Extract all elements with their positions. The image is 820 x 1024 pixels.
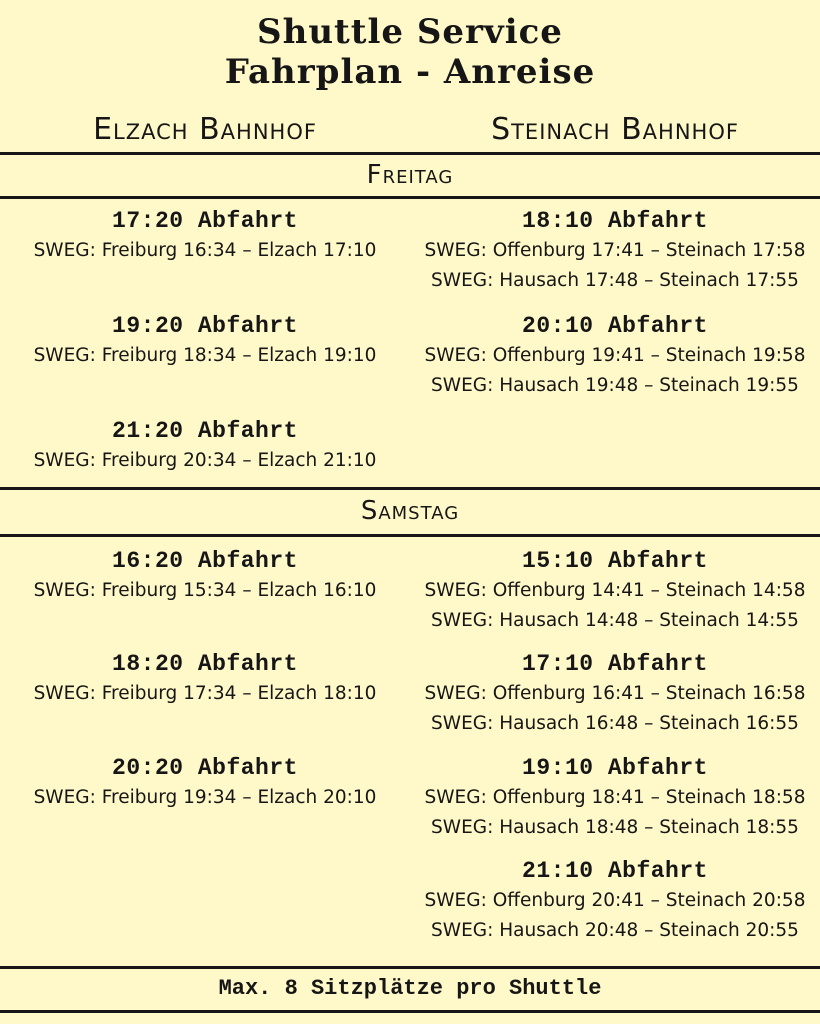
departure-block	[0, 649, 410, 709]
departure-block	[410, 311, 820, 401]
departure-time: 18:10 Abfahrt	[522, 208, 708, 234]
train-connection: SWEG: Hausach 19:48 – Steinach 19:55	[431, 375, 799, 396]
train-connection: SWEG: Offenburg 19:41 – Steinach 19:58	[424, 345, 806, 366]
departure-time: 19:20 Abfahrt	[112, 313, 298, 339]
seat-capacity-note: Max. 8 Sitzplätze pro Shuttle	[218, 976, 602, 1001]
departure-time: 21:20 Abfahrt	[112, 418, 298, 444]
departure-time: 21:10 Abfahrt	[522, 858, 708, 884]
departure-time: 20:10 Abfahrt	[522, 313, 708, 339]
column-header-elzach: Elzach Bahnhof	[93, 112, 317, 147]
day-heading-friday: Freitag	[366, 160, 454, 190]
column-header-steinach: Steinach Bahnhof	[491, 112, 739, 147]
departure-block	[410, 753, 820, 843]
page-title: Shuttle Service	[257, 12, 563, 52]
train-connection: SWEG: Offenburg 14:41 – Steinach 14:58	[424, 580, 806, 601]
train-connection: SWEG: Hausach 14:48 – Steinach 14:55	[431, 610, 799, 631]
departure-time: 17:10 Abfahrt	[522, 651, 708, 677]
divider	[0, 196, 820, 199]
departure-time: 18:20 Abfahrt	[112, 651, 298, 677]
departure-block	[410, 206, 820, 296]
train-connection: SWEG: Freiburg 15:34 – Elzach 16:10	[33, 580, 377, 601]
departure-time: 17:20 Abfahrt	[112, 208, 298, 234]
divider	[0, 966, 820, 969]
train-connection: SWEG: Hausach 18:48 – Steinach 18:55	[431, 817, 799, 838]
departure-block	[0, 753, 410, 813]
departure-block	[0, 311, 410, 371]
divider	[0, 1010, 820, 1013]
divider	[0, 152, 820, 155]
page-subtitle: Fahrplan - Anreise	[224, 52, 596, 92]
departure-block	[410, 546, 820, 636]
train-connection: SWEG: Freiburg 20:34 – Elzach 21:10	[33, 450, 377, 471]
departure-block	[0, 206, 410, 266]
train-connection: SWEG: Offenburg 20:41 – Steinach 20:58	[424, 890, 806, 911]
divider	[0, 487, 820, 490]
divider	[0, 534, 820, 537]
train-connection: SWEG: Hausach 17:48 – Steinach 17:55	[431, 270, 799, 291]
departure-block	[0, 546, 410, 606]
train-connection: SWEG: Freiburg 16:34 – Elzach 17:10	[33, 240, 377, 261]
departure-time: 20:20 Abfahrt	[112, 755, 298, 781]
departure-block	[410, 649, 820, 739]
train-connection: SWEG: Hausach 16:48 – Steinach 16:55	[431, 713, 799, 734]
train-connection: SWEG: Freiburg 19:34 – Elzach 20:10	[33, 787, 377, 808]
departure-block	[410, 856, 820, 946]
train-connection: SWEG: Offenburg 16:41 – Steinach 16:58	[424, 683, 806, 704]
train-connection: SWEG: Freiburg 18:34 – Elzach 19:10	[33, 345, 377, 366]
train-connection: SWEG: Offenburg 17:41 – Steinach 17:58	[424, 240, 806, 261]
train-connection: SWEG: Hausach 20:48 – Steinach 20:55	[431, 920, 799, 941]
departure-time: 16:20 Abfahrt	[112, 548, 298, 574]
departure-time: 15:10 Abfahrt	[522, 548, 708, 574]
departure-block	[0, 416, 410, 476]
train-connection: SWEG: Offenburg 18:41 – Steinach 18:58	[424, 787, 806, 808]
departure-time: 19:10 Abfahrt	[522, 755, 708, 781]
day-heading-saturday: Samstag	[360, 496, 460, 526]
train-connection: SWEG: Freiburg 17:34 – Elzach 18:10	[33, 683, 377, 704]
